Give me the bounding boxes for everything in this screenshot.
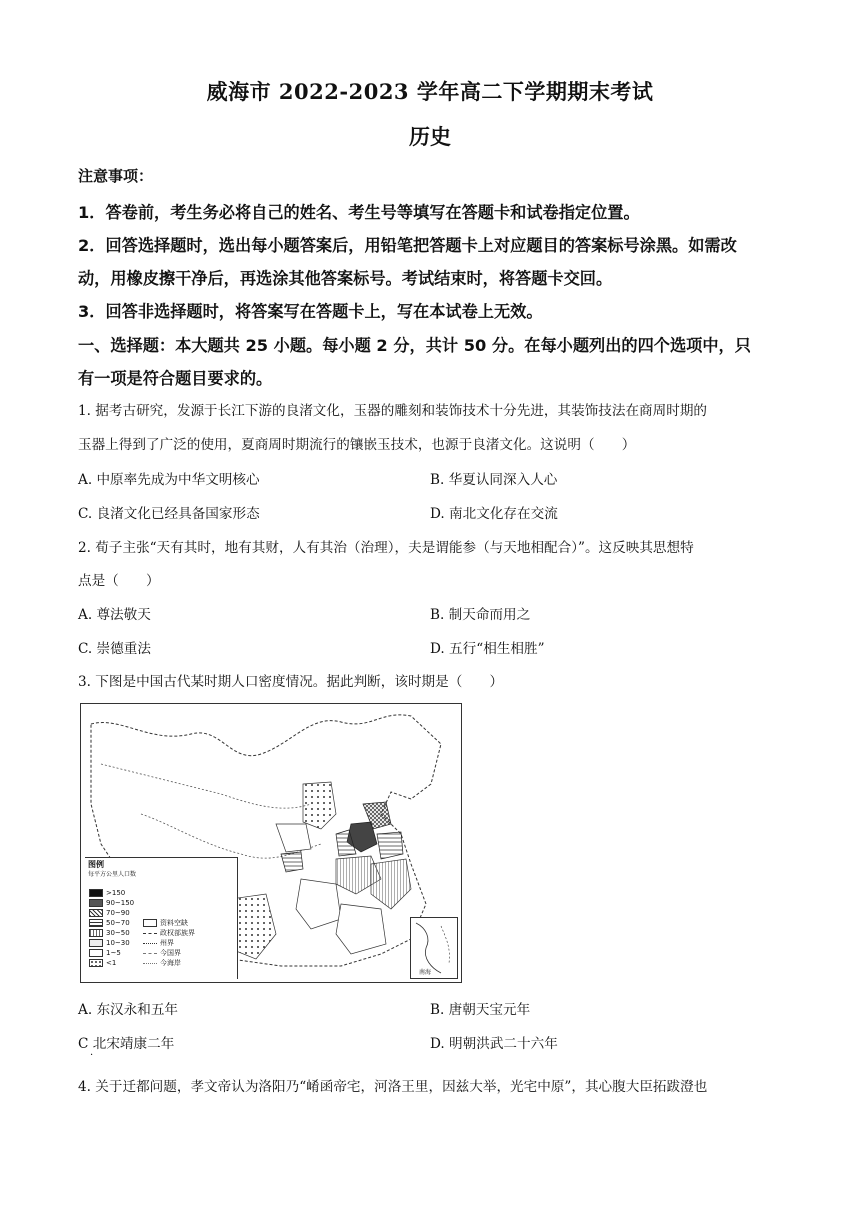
inset-label: 南海 (419, 969, 432, 976)
map-legend (85, 857, 238, 979)
legend-class-1: >150 (89, 888, 125, 898)
legend-line-2: 政权部族界 (143, 928, 195, 938)
question-2-option-c: C. 崇德重法 (78, 641, 151, 657)
legend-class-2: 90~150 (89, 898, 134, 908)
question-2-option-b: B. 制天命而用之 (430, 607, 531, 623)
legend-line-3: 州界 (143, 938, 174, 948)
section-heading-line1: 一、选择题：本大题共 25 小题。每小题 2 分，共计 50 分。在每小题列出的四个选项中，只 (78, 336, 751, 355)
south-china-sea-inset (410, 917, 458, 979)
legend-class-6: 10~30 (89, 938, 130, 948)
question-1-line2: 玉器上得到了广泛的使用，夏商周时期流行的镶嵌玉技术，也源于良渚文化。这说明（ ） (78, 437, 636, 453)
legend-class-3: 70~90 (89, 908, 130, 918)
subject-title: 历史 (409, 124, 451, 149)
question-2-line2: 点是（ ） (78, 573, 160, 589)
legend-line-4: 今国界 (143, 948, 181, 958)
question-3-option-a: A. 东汉永和五年 (78, 1002, 179, 1018)
notice-item-1: 1．答卷前，考生务必将自己的姓名、考生号等填写在答题卡和试卷指定位置。 (78, 203, 640, 222)
question-4-line1: 4. 关于迁都问题，孝文帝认为洛阳乃“崤函帝宅，河洛王里，因兹大举，光宅中原”，其心腹大臣拓跋澄也 (78, 1079, 708, 1095)
legend-subtitle: 每平方公里人口数 (88, 871, 137, 878)
legend-class-7: 1~5 (89, 948, 121, 958)
exam-title: 威海市 2022-2023 学年高二下学期期末考试 (206, 79, 654, 104)
legend-class-4: 50~70 (89, 918, 130, 928)
legend-title: 图例 (88, 860, 104, 869)
notice-item-2: 2．回答选择题时，选出每小题答案后，用铅笔把答题卡上对应题目的答案标号涂黑。如需改 (78, 236, 737, 255)
legend-class-8: <1 (89, 958, 116, 968)
section-heading-line2: 有一项是符合题目要求的。 (78, 369, 273, 388)
question-1-option-b: B. 华夏认同深入人心 (430, 472, 558, 488)
question-3-option-c: C 北宋靖康二年 (78, 1036, 175, 1052)
question-1-line1: 1. 据考古研究，发源于长江下游的良渚文化，玉器的雕刻和装饰技术十分先进，其装饰技法在商周时期的 (78, 403, 708, 419)
notice-item-3: 3．回答非选择题时，将答案写在答题卡上，写在本试卷上无效。 (78, 302, 543, 321)
question-2-line1: 2. 荀子主张“天有其时，地有其财，人有其治（治理），夫是谓能参（与天地相配合）”。这反映其思想特 (78, 540, 694, 556)
notice-item-2-cont: 动，用橡皮擦干净后，再选涂其他答案标号。考试结束时，将答题卡交回。 (78, 269, 613, 288)
legend-line-5: 今海岸 (143, 958, 181, 968)
question-2-option-a: A. 尊法敬天 (78, 607, 151, 623)
question-2-option-d: D. 五行“相生相胜” (430, 641, 545, 657)
stray-dot: · (90, 1050, 94, 1061)
question-1-option-a: A. 中原率先成为中华文明核心 (78, 472, 260, 488)
question-3-line1: 3. 下图是中国古代某时期人口密度情况。据此判断，该时期是（ ） (78, 674, 504, 690)
question-3-option-b: B. 唐朝天宝元年 (430, 1002, 531, 1018)
legend-class-5: 30~50 (89, 928, 130, 938)
question-1-option-d: D. 南北文化存在交流 (430, 506, 558, 522)
population-density-map (80, 703, 462, 983)
legend-line-1: 资料空缺 (143, 918, 188, 928)
notice-heading: 注意事项： (78, 167, 154, 185)
question-3-option-d: D. 明朝洪武二十六年 (430, 1036, 558, 1052)
question-1-option-c: C. 良渚文化已经具备国家形态 (78, 506, 260, 522)
